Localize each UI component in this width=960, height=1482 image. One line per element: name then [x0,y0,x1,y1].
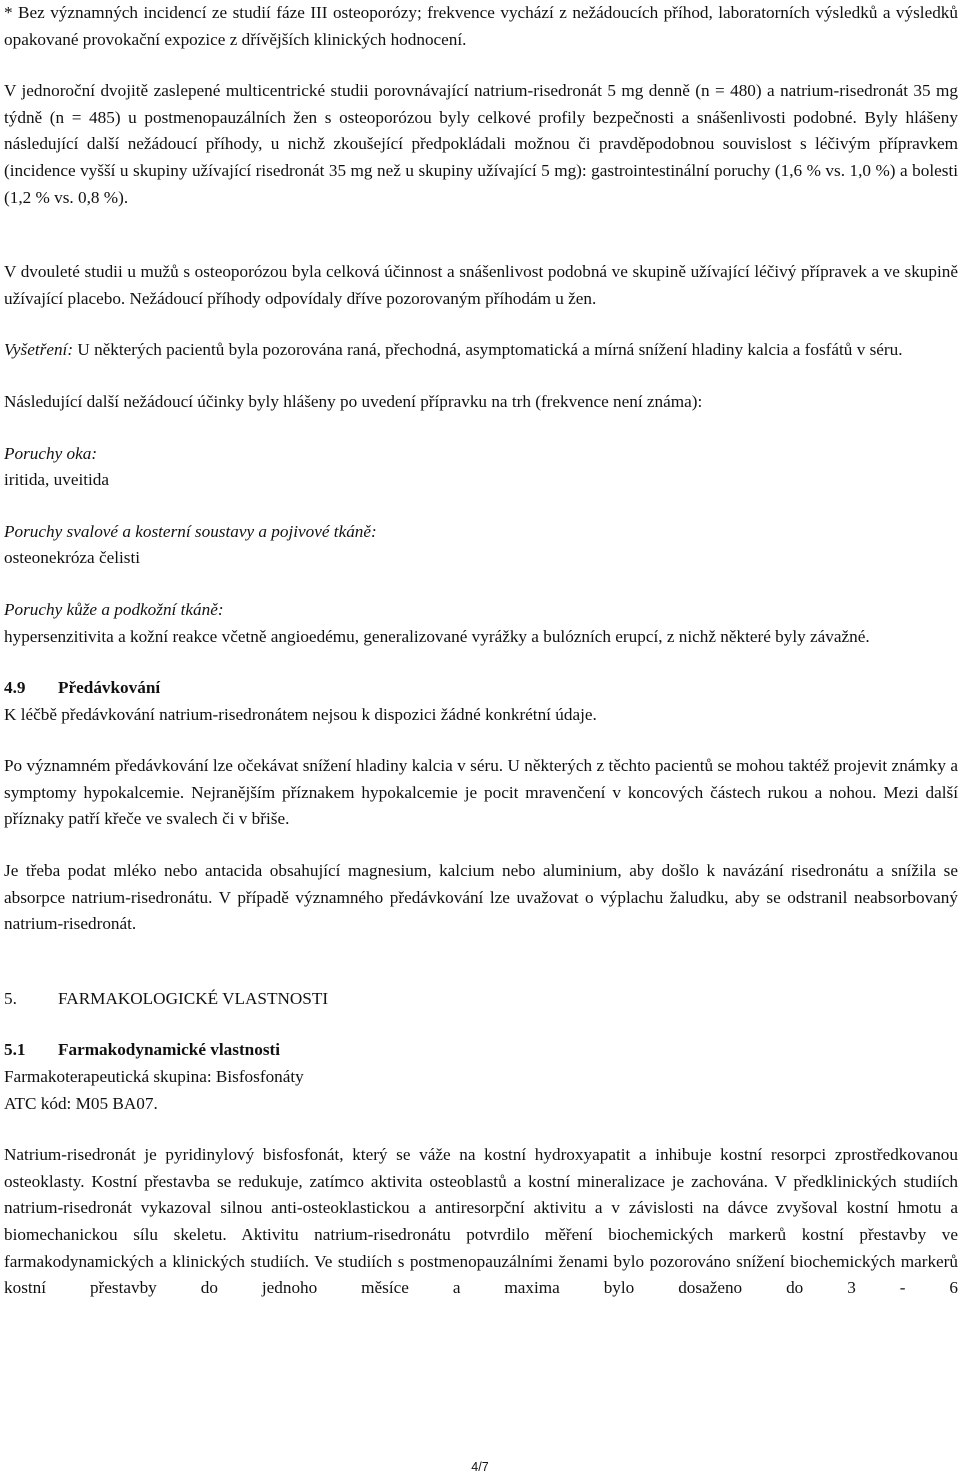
soc-group-eye [4,441,958,494]
section-title: Farmakodynamické vlastnosti [58,1040,281,1060]
page-number: 4/7 [471,1460,489,1474]
section-title: FARMAKOLOGICKÉ VLASTNOSTI [58,988,329,1008]
study-paragraph: V jednoroční dvojitě zaslepené multicentrické studii porovnávající natrium-risedronát 5 mg denně (n = 480) a natrium-risedronát 35 mg týdně (n = 485) u postmenopauzálních žen s osteoporózou byly celkové profily bezpečnosti a snášenlivosti podobné. Byly hlášeny následující další nežádoucí příhody, u nichž zkoušející předpokládali možnou či pravděpodobnou souvislost s léčivým přípravkem (incidence vyšší u skupiny užívající risedronát 35 mg než u skupiny užívající 5 mg): gastrointestinální poruchy (1,6 % vs. 1,0 %) a bolesti (1,2 % vs. 0,8 %). [4,81,958,207]
section-title: Předávkování [58,678,161,698]
overdose-paragraph-1: K léčbě předávkování natrium-risedronátem nejsou k dispozici žádné konkrétní údaje. [4,704,597,724]
section-heading-5-1 [4,1037,958,1064]
soc-heading: Poruchy oka: [4,443,98,463]
postmarketing-paragraph: Následující další nežádoucí účinky byly hlášeny po uvedení přípravku na trh (frekvence není známa): [4,391,703,411]
men-study-paragraph: V dvouleté studii u mužů s osteoporózou byla celková účinnost a snášenlivost podobná ve skupině užívající léčivý přípravek a ve skupině užívající placebo. Nežádoucí příhody odpovídaly dříve pozorovaným příhodám u žen. [4,262,958,308]
atc-code: ATC kód: M05 BA07. [4,1093,158,1113]
investigations-text: U některých pacientů byla pozorována raná, přechodná, asymptomatická a mírná snížení hladiny kalcia a fosfátů v séru. [73,340,903,360]
overdose-paragraph-2: Po významném předávkování lze očekávat snížení hladiny kalcia v séru. U některých z těchto pacientů se mohou taktéž projevit známky a symptomy hypokalcemie. Nejranějším příznakem hypokalcemie je pocit mravenčení v koncových částech rukou a nohou. Mezi další příznaky patří křeče ve svalech či v břiše. [4,756,958,829]
soc-text: hypersenzitivita a kožní reakce včetně angioedému, generalizované vyrážky a bulózních erupcí, z nichž některé byly závažné. [4,626,870,646]
page-content [4,0,958,1302]
section-heading-4-9 [4,675,958,702]
footnote-paragraph: * Bez významných incidencí ze studií fáze III osteoporózy; frekvence vychází z nežádoucích příhod, laboratorních výsledků a výsledků opakované provokační expozice z dřívějších klinických hodnocení. [4,3,958,49]
section-number: 5. [4,988,17,1008]
pharmacotherapeutic-group: Farmakoterapeutická skupina: Bisfosfonáty [4,1067,304,1087]
investigations-label: Vyšetření: [4,340,74,360]
section-number: 5.1 [4,1040,26,1060]
section-heading-5 [4,986,958,1013]
soc-text: iritida, uveitida [4,470,110,490]
soc-group-musculoskeletal [4,519,958,572]
overdose-paragraph-3: Je třeba podat mléko nebo antacida obsahující magnesium, kalcium nebo aluminium, aby došlo k navázání risedronátu a snížila se absorpce natrium-risedronátu. V případě významného předávkování lze uvažovat o výplachu žaludku, aby se odstranil neabsorbovaný natrium-risedronát. [4,861,958,934]
investigations-paragraph [4,337,958,364]
soc-heading: Poruchy svalové a kosterní soustavy a pojivové tkáně: [4,521,377,541]
soc-heading: Poruchy kůže a podkožní tkáně: [4,599,224,619]
section-number: 4.9 [4,678,26,698]
soc-text: osteonekróza čelisti [4,548,141,568]
pharmacodynamics-paragraph: Natrium-risedronát je pyridinylový bisfosfonát, který se váže na kostní hydroxyapatit a inhibuje kostní resorpci zprostředkovanou osteoklasty. Kostní přestavba se redukuje, zatímco aktivita osteoblastů a kostní mineralizace je zachována. V předklinických studiích natrium-risedronát vykazoval silnou anti-osteoklastickou a antiresorpční aktivitu a v závislosti na dávce zvyšoval kostní hmotu a biomechanickou sílu skeletu. Aktivitu natrium-risedronátu potvrdilo měření biochemických markerů kostní přestavby ve farmakodynamických a klinických studiích. Ve studiích s postmenopauzálními ženami bylo pozorováno snížení biochemických markerů kostní přestavby do jednoho měsíce a maxima bylo dosaženo do 3 - 6 [4,1145,958,1298]
soc-group-skin [4,597,958,650]
